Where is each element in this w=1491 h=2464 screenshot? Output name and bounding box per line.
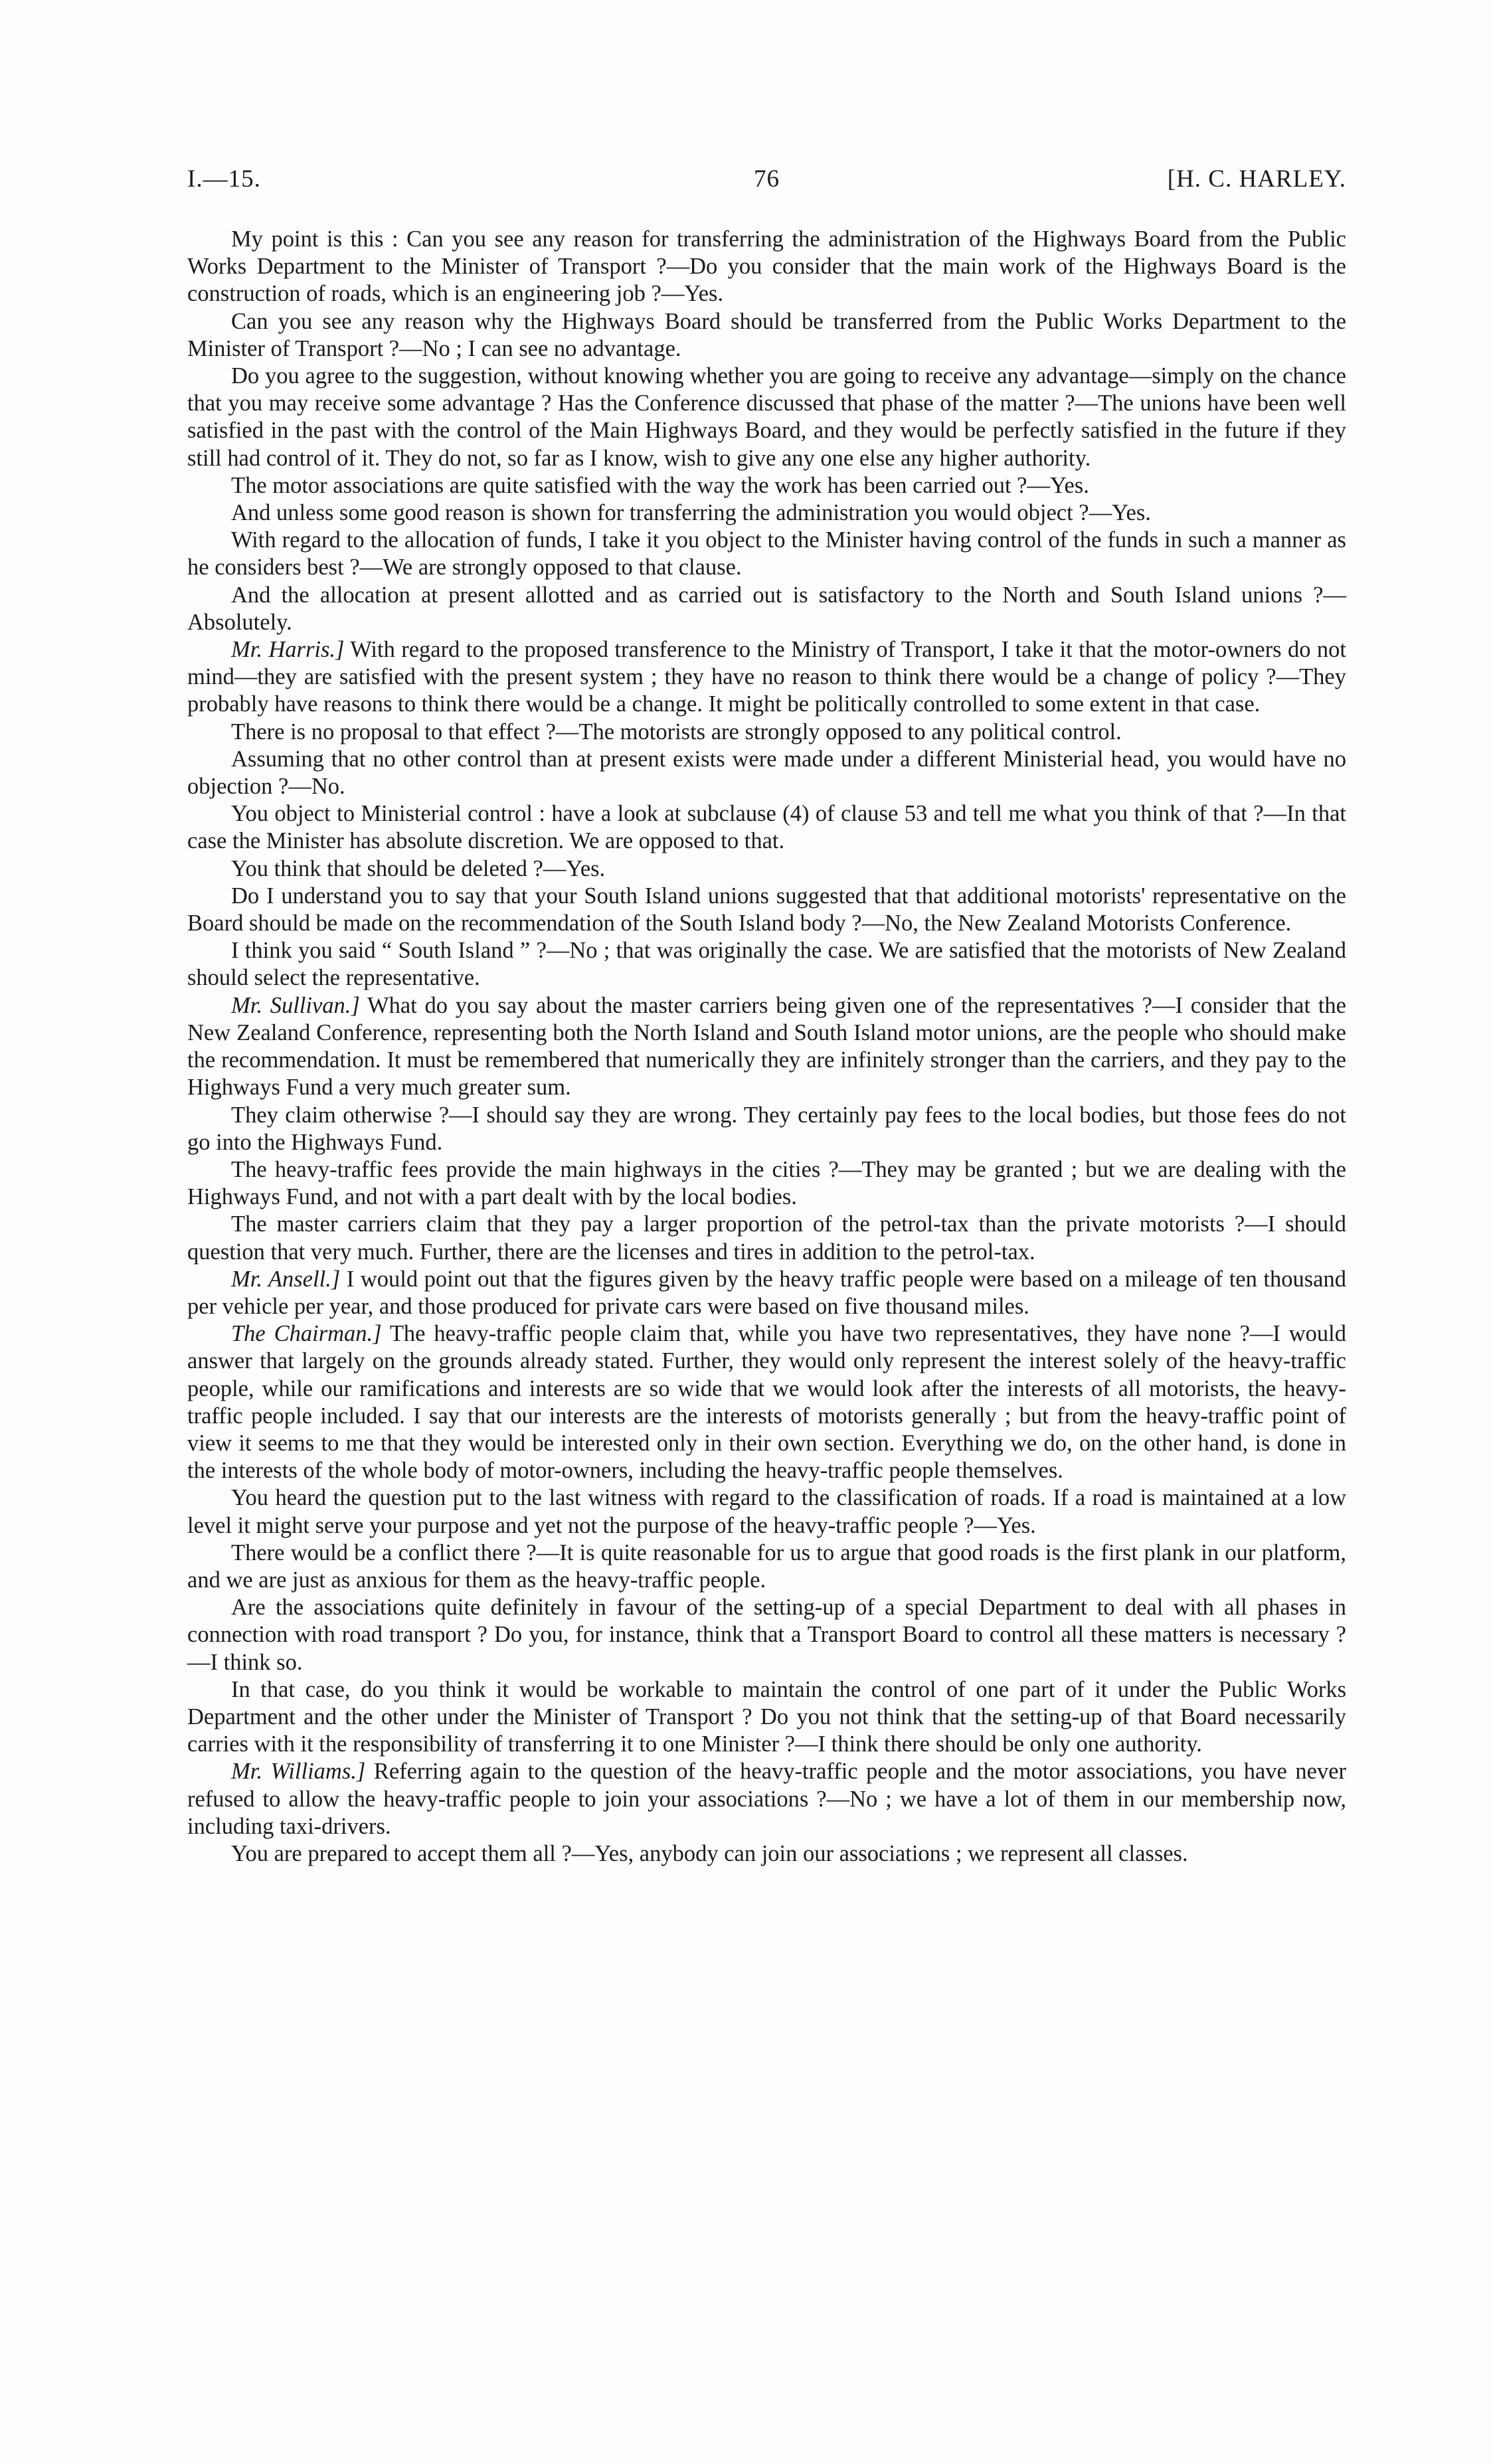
paragraph-text: The heavy-traffic fees provide the main highways in the cities ?—They may be granted ; but we are dealing with the Highways Fund, and not with a part dealt with by the local bodies. (187, 1156, 1346, 1210)
paragraph (187, 472, 1346, 499)
paragraph-text: I think you said “ South Island ” ?—No ; that was originally the case. We are satisfied that the motorists of New Zealand should select the representative. (187, 938, 1346, 991)
paragraph (187, 800, 1346, 855)
paragraph (187, 1156, 1346, 1211)
paper-reference: I.—15. (187, 165, 261, 193)
paragraph (187, 499, 1346, 527)
paragraph-text: Can you see any reason why the Highways Board should be transferred from the Public Works Department to the Minister of Transport ?—No ; I can see no advantage. (187, 308, 1346, 361)
speaker-label: Mr. Sullivan.] (231, 992, 360, 1018)
speaker-label: The Chairman.] (231, 1321, 382, 1347)
paragraph-text: I would point out that the figures given by the heavy traffic people were based on a mileage of ten thousand per vehicle per year, and those produced for private cars were based on five thousand miles. (187, 1266, 1346, 1319)
witness-name: [H. C. HARLEY. (1167, 165, 1346, 193)
paragraph (187, 363, 1346, 472)
paragraph-text: With regard to the allocation of funds, I take it you object to the Minister having control of the funds in such a manner as he considers best ?—We are strongly opposed to that clause. (187, 527, 1346, 580)
paragraph-text: My point is this : Can you see any reason for transferring the administration of the Highways Board from the Public Works Department to the Minister of Transport ?—Do you consider that the main work of the Highways Board is the construction of roads, which is an engineering job ?—Yes. (187, 226, 1346, 307)
document-body (187, 226, 1346, 1868)
paragraph (187, 1840, 1346, 1868)
speaker-label: Mr. Ansell.] (231, 1266, 341, 1292)
paragraph (187, 855, 1346, 883)
paragraph-text: Are the associations quite definitely in favour of the setting-up of a special Department to deal with all phases in connection with road transport ? Do you, for instance, think that a Transport Board to control all these matters is necessary ?—I think so. (187, 1595, 1346, 1675)
paragraph (187, 308, 1346, 363)
paragraph (187, 582, 1346, 636)
paragraph-text: The motor associations are quite satisfied with the way the work has been carried out ?—Yes. (231, 472, 1089, 498)
paragraph-text: You are prepared to accept them all ?—Yes, anybody can join our associations ; we represent all classes. (231, 1840, 1188, 1866)
paragraph-text: The master carriers claim that they pay a larger proportion of the petrol-tax than the private motorists ?—I should question that very much. Further, there are the licenses and tires in addition to the petrol-tax. (187, 1211, 1346, 1265)
paragraph-text: There would be a conflict there ?—It is quite reasonable for us to argue that good roads is the first plank in our platform, and we are just as anxious for them as the heavy-traffic people. (187, 1540, 1346, 1593)
paragraph-text: Assuming that no other control than at present exists were made under a different Ministerial head, you would have no objection ?—No. (187, 746, 1346, 800)
paragraph (187, 746, 1346, 800)
paragraph (187, 883, 1346, 937)
speaker-label: Mr. Harris.] (231, 637, 345, 663)
paragraph (187, 1266, 1346, 1320)
paragraph-text: What do you say about the master carriers being given one of the representatives ?—I consider that the New Zealand Conference, representing both the North Island and South Island motor unions, are the people who should make the recommendation. It must be remembered that numerically they are infinitely stronger than the carriers, and they pay to the Highways Fund a very much greater sum. (187, 992, 1346, 1100)
paragraph-text: With regard to the proposed transference to the Ministry of Transport, I take it that the motor-owners do not mind—they are satisfied with the present system ; they have no reason to think there would be a change of policy ?—They probably have reasons to think there would be a change. It might be politically controlled to some extent in that case. (187, 637, 1346, 717)
paragraph (187, 937, 1346, 992)
paragraph (187, 1758, 1346, 1840)
paragraph (187, 1540, 1346, 1594)
paragraph-text: Do you agree to the suggestion, without knowing whether you are going to receive any advantage—simply on the chance that you may receive some advantage ? Has the Conference discussed that phase of the matter ?—The unions have been well satisfied in the past with the control of the Main Highways Board, and they would be perfectly satisfied in the future if they still had control of it. They do not, so far as I know, wish to give any one else any higher authority. (187, 363, 1346, 471)
paragraph-text: Referring again to the question of the heavy-traffic people and the motor associations, you have never refused to allow the heavy-traffic people to join your associations ?—No ; we have a lot of them in our membership now, including taxi-drivers. (187, 1759, 1346, 1839)
paragraph (187, 1102, 1346, 1156)
paragraph (187, 719, 1346, 746)
paragraph-text: You object to Ministerial control : have a look at subclause (4) of clause 53 and tell me what you think of that ?—In that case the Minister has absolute discretion. We are opposed to that. (187, 801, 1346, 854)
paragraph (187, 992, 1346, 1102)
page-number: 76 (754, 165, 780, 193)
paragraph-text: You think that should be deleted ?—Yes. (231, 855, 606, 881)
page-header (187, 165, 1346, 205)
paragraph (187, 1594, 1346, 1676)
paragraph-text: And unless some good reason is shown for transferring the administration you would object ?—Yes. (231, 500, 1151, 526)
paragraph (187, 636, 1346, 719)
paragraph-text: The heavy-traffic people claim that, while you have two representatives, they have none ?—I would answer that largely on the grounds already stated. Further, they would only represent the interest solely of the heavy-traffic people, while our ramifications and interests are so wide that we would look after the interests of all motorists, the heavy-traffic people included. I say that our interests are the interests of motorists generally ; but from the heavy-traffic point of view it seems to me that they would be interested only in their own section. Everything we do, on the other hand, is done in the interests of the whole body of motor-owners, including the heavy-traffic people themselves. (187, 1321, 1346, 1484)
paragraph (187, 226, 1346, 308)
paragraph (187, 1320, 1346, 1484)
speaker-label: Mr. Williams.] (231, 1759, 366, 1785)
paragraph-text: There is no proposal to that effect ?—The motorists are strongly opposed to any political control. (231, 719, 1122, 745)
paragraph (187, 1484, 1346, 1539)
paragraph (187, 527, 1346, 581)
paragraph-text: You heard the question put to the last witness with regard to the classification of roads. If a road is maintained at a low level it might serve your purpose and yet not the purpose of the heavy-traffic people ?—Yes. (187, 1485, 1346, 1538)
paragraph (187, 1211, 1346, 1265)
paragraph-text: They claim otherwise ?—I should say they are wrong. They certainly pay fees to the local bodies, but those fees do not go into the Highways Fund. (187, 1102, 1346, 1155)
paragraph-text: In that case, do you think it would be workable to maintain the control of one part of it under the Public Works Department and the other under the Minister of Transport ? Do you not think that the setting-up of that Board necessarily carries with it the responsibility of transferring it to one Minister ?—I think there should be only one authority. (187, 1676, 1346, 1757)
paragraph-text: Do I understand you to say that your South Island unions suggested that that additional motorists' representative on the Board should be made on the recommendation of the South Island body ?—No, the New Zealand Motorists Conference. (187, 883, 1346, 936)
paragraph-text: And the allocation at present allotted and as carried out is satisfactory to the North and South Island unions ?—Absolutely. (187, 582, 1346, 635)
paragraph (187, 1676, 1346, 1759)
